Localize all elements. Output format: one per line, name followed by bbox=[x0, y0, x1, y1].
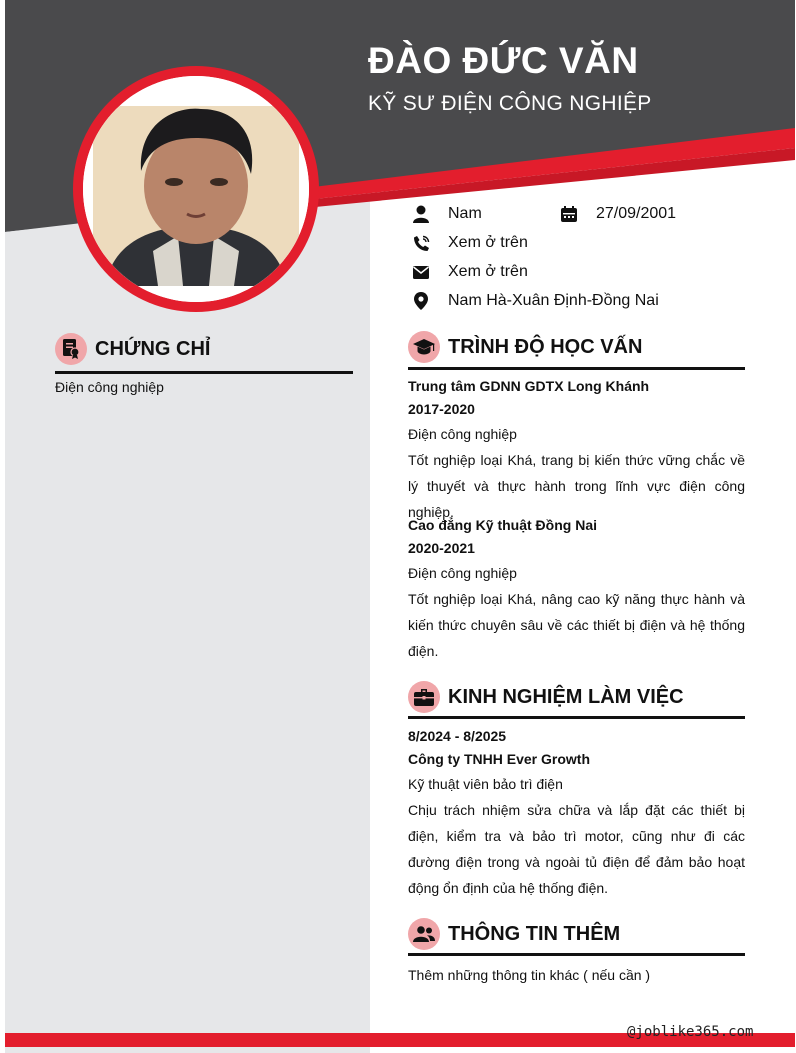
birthday-value: 27/09/2001 bbox=[596, 205, 677, 222]
education-major: Điện công nghiệp bbox=[408, 426, 517, 442]
experience-position: Kỹ thuật viên bảo trì điện bbox=[408, 776, 563, 792]
experience-divider bbox=[408, 716, 745, 719]
graduation-cap-icon bbox=[408, 331, 440, 363]
candidate-title: KỸ SƯ ĐIỆN CÔNG NGHIỆP bbox=[368, 92, 652, 115]
users-icon bbox=[408, 918, 440, 950]
user-icon bbox=[410, 203, 432, 225]
experience-description: Chịu trách nhiệm sửa chữa và lắp đặt các thiết bị điện, kiểm tra và bảo trì motor, cũng như đi các đường điện trong và ngoài tủ điện để đảm bảo hoạt động ổn định của hệ thống điện. bbox=[408, 802, 745, 896]
education-description: Tốt nghiệp loại Khá, trang bị kiến thức vững chắc về lý thuyết và thực hành trong lĩnh vực điện công nghiệp. bbox=[408, 452, 745, 520]
candidate-name: ĐÀO ĐỨC VĂN bbox=[368, 40, 639, 81]
education-period: 2017-2020 bbox=[408, 401, 475, 417]
education-period: 2020-2021 bbox=[408, 540, 475, 556]
contact-birthday bbox=[558, 203, 676, 225]
certificate-item: Điện công nghiệp bbox=[55, 379, 164, 395]
contact-address bbox=[410, 290, 659, 312]
contact-gender bbox=[410, 203, 482, 225]
avatar-frame bbox=[73, 66, 319, 312]
education-divider bbox=[408, 367, 745, 370]
additional-header bbox=[408, 918, 620, 950]
additional-text: Thêm những thông tin khác ( nếu cần ) bbox=[408, 967, 651, 983]
phone-icon bbox=[410, 232, 432, 254]
certificate-icon bbox=[55, 333, 87, 365]
experience-title: KINH NGHIỆM LÀM VIỆC bbox=[448, 685, 684, 708]
watermark: @joblike365.com bbox=[627, 1024, 754, 1040]
additional-title: THÔNG TIN THÊM bbox=[448, 922, 621, 945]
avatar bbox=[83, 76, 309, 302]
phone-value: Xem ở trên bbox=[448, 234, 528, 251]
gender-value: Nam bbox=[448, 205, 482, 222]
map-pin-icon bbox=[410, 290, 432, 312]
education-title: TRÌNH ĐỘ HỌC VẤN bbox=[448, 335, 643, 358]
calendar-icon bbox=[558, 203, 580, 225]
education-school: Trung tâm GDNN GDTX Long Khánh bbox=[408, 378, 650, 394]
education-major: Điện công nghiệp bbox=[408, 565, 517, 581]
address-value: Nam Hà-Xuân Định-Đồng Nai bbox=[448, 292, 659, 309]
education-header bbox=[408, 331, 642, 363]
briefcase-icon bbox=[408, 681, 440, 713]
email-value: Xem ở trên bbox=[448, 263, 528, 280]
certificates-title: CHỨNG CHỈ bbox=[95, 337, 211, 360]
experience-header bbox=[408, 681, 684, 713]
education-school: Cao đẳng Kỹ thuật Đồng Nai bbox=[408, 517, 597, 533]
experience-period: 8/2024 - 8/2025 bbox=[408, 728, 507, 744]
experience-company: Công ty TNHH Ever Growth bbox=[408, 751, 591, 767]
additional-divider bbox=[408, 953, 745, 956]
contact-phone bbox=[410, 232, 528, 254]
contact-email bbox=[410, 261, 528, 283]
certificates-header bbox=[55, 333, 210, 365]
education-description: Tốt nghiệp loại Khá, nâng cao kỹ năng thực hành và kiến thức chuyên sâu về các thiết bị điện và hệ thống điện. bbox=[408, 591, 745, 659]
envelope-icon bbox=[410, 261, 432, 283]
cv-page bbox=[5, 0, 795, 1053]
